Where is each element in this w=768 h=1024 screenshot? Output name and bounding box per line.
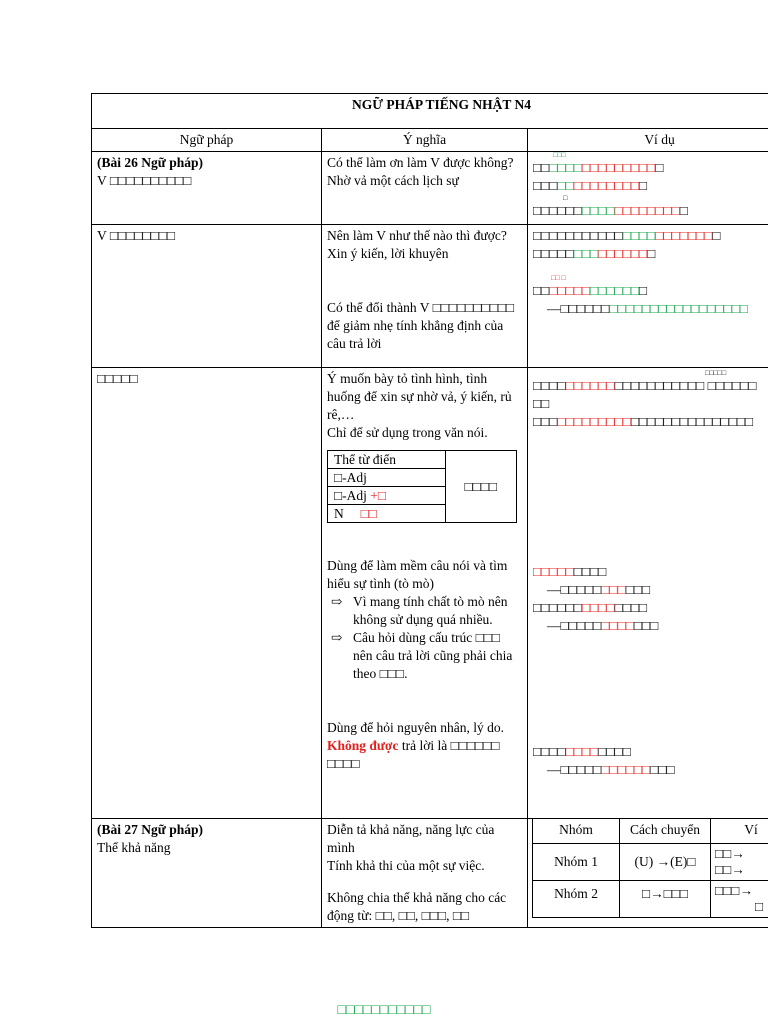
table-row	[92, 819, 768, 928]
form-label: Thể từ điển	[328, 451, 446, 469]
meaning-text: Chỉ để sử dụng trong văn nói.	[327, 425, 488, 440]
list-item: ⇨ Câu hỏi dùng cấu trúc □□□ nên câu trả lời cũng phải chia theo □□□.	[331, 630, 513, 681]
example-sentence: □□□□□□□□□□□□□□	[533, 283, 648, 298]
potential-form-table	[532, 819, 768, 919]
furigana: □□□	[553, 151, 566, 159]
conjugation-table	[327, 450, 517, 523]
lesson-label: (Bài 26 Ngữ pháp)	[97, 155, 203, 170]
note-list	[327, 593, 522, 683]
meaning-text: Không chia thể khả năng cho các động từ: □□, □□, □□□, □□	[327, 890, 507, 923]
col-header: Ví	[711, 819, 768, 844]
grammar-pattern: V □□□□□□□□	[97, 228, 176, 243]
meaning-text: Có thể đổi thành V □□□□□□□□□□	[327, 300, 515, 315]
document-title: NGỮ PHÁP TIẾNG NHẬT N4	[92, 94, 768, 129]
table-row	[92, 368, 768, 819]
furigana: □□ □	[551, 274, 566, 282]
grammar-pattern: Thể khả năng	[97, 840, 171, 855]
footer-watermark: □□□□□□□□□□□	[337, 1003, 431, 1018]
example-sentence: □□□□□□□□□□□□□□□□□□□	[533, 203, 688, 218]
grammar-pattern: □□□□□	[97, 371, 138, 386]
col-header: Cách chuyển	[620, 819, 711, 844]
example-sentence: □□□□□□□□□□□□□□□□	[533, 160, 664, 175]
group-name: Nhóm 2	[533, 881, 620, 918]
meaning-text: Ý muốn bày tỏ tình hình, tình huống để xin sự nhờ vả, ý kiến, rủ rê,…	[327, 371, 512, 422]
meaning-text: Không được trả lời là □□□□□□ □□□□	[327, 738, 500, 771]
example-sentence: □□□□□□□□□□□□□□□□□□□□□□□	[533, 228, 721, 243]
form-label: □-Adj +□	[328, 487, 446, 505]
group-name: Nhóm 1	[533, 844, 620, 881]
lesson-label: (Bài 27 Ngữ pháp)	[97, 822, 203, 837]
meaning-text: Tính khả thi của một sự việc.	[327, 858, 485, 873]
conversion-rule: (U) →(E)□	[620, 844, 711, 881]
example-answer: —□□□□□□□□□□□□□□	[547, 762, 675, 777]
col-header: Nhóm	[533, 819, 620, 844]
meaning-text: Nên làm V như thế nào thì được?	[327, 228, 507, 243]
arrow-icon: ⇨	[331, 594, 343, 609]
example-cell: □□□→ □	[711, 881, 768, 918]
header-meaning: Ý nghĩa	[322, 129, 528, 152]
arrow-icon: ⇨	[331, 630, 343, 645]
meaning-text: Xin ý kiến, lời khuyên	[327, 246, 449, 261]
grammar-pattern: V □□□□□□□□□□	[97, 173, 192, 188]
header-example: Ví dụ	[528, 129, 768, 152]
table-row	[92, 152, 768, 225]
example-answer: —□□□□□□□□□□□	[547, 582, 651, 597]
meaning-text: để giảm nhẹ tính khẳng định của câu trả lời	[327, 318, 504, 351]
meaning-text: Diễn tả khả năng, năng lực của mình	[327, 822, 495, 855]
meaning-text: Có thể làm ơn làm V được không?	[327, 155, 514, 170]
conversion-rule: □→□□□	[620, 881, 711, 918]
list-item: ⇨ Vì mang tính chất tò mò nên không sử dụng quá nhiều.	[331, 594, 508, 627]
example-sentence: □□□□□□□□□	[533, 564, 607, 579]
example-cell: □□→ □□→	[711, 844, 768, 881]
meaning-text: Nhờ vả một cách lịch sự	[327, 173, 459, 188]
furigana: □□□□□	[705, 369, 727, 377]
furigana: □	[563, 194, 568, 202]
meaning-text: Dùng để hỏi nguyên nhân, lý do.	[327, 720, 504, 735]
example-sentence: □□□□□□□□□□□□	[533, 744, 631, 759]
header-grammar: Ngữ pháp	[92, 129, 322, 152]
table-row	[92, 225, 768, 368]
form-label: N □□	[328, 505, 446, 523]
grammar-table	[91, 93, 768, 928]
example-sentence: □□□□□□□□□□□□□□□	[533, 246, 656, 261]
example-answer: —□□□□□□□□□□□□□□□□□□□□□□□	[547, 301, 749, 316]
form-result: □□□□	[445, 451, 516, 523]
example-sentence: □□	[533, 396, 550, 411]
meaning-text: Dùng để làm mềm câu nói và tìm hiểu sự tình (tò mò)	[327, 558, 508, 591]
example-sentence: □□□□□□□□□□□□□□	[533, 178, 648, 193]
form-label: □-Adj	[328, 469, 446, 487]
example-sentence: □□□□□□□□□□□□□□□□□□□□□□□□□□□	[533, 414, 754, 429]
example-sentence: □□□□□□□□□□□□□□□□□□□□□ □□□□□□	[533, 378, 757, 393]
example-sentence: □□□□□□□□□□□□□□	[533, 600, 648, 615]
example-answer: —□□□□□□□□□□□□	[547, 618, 659, 633]
